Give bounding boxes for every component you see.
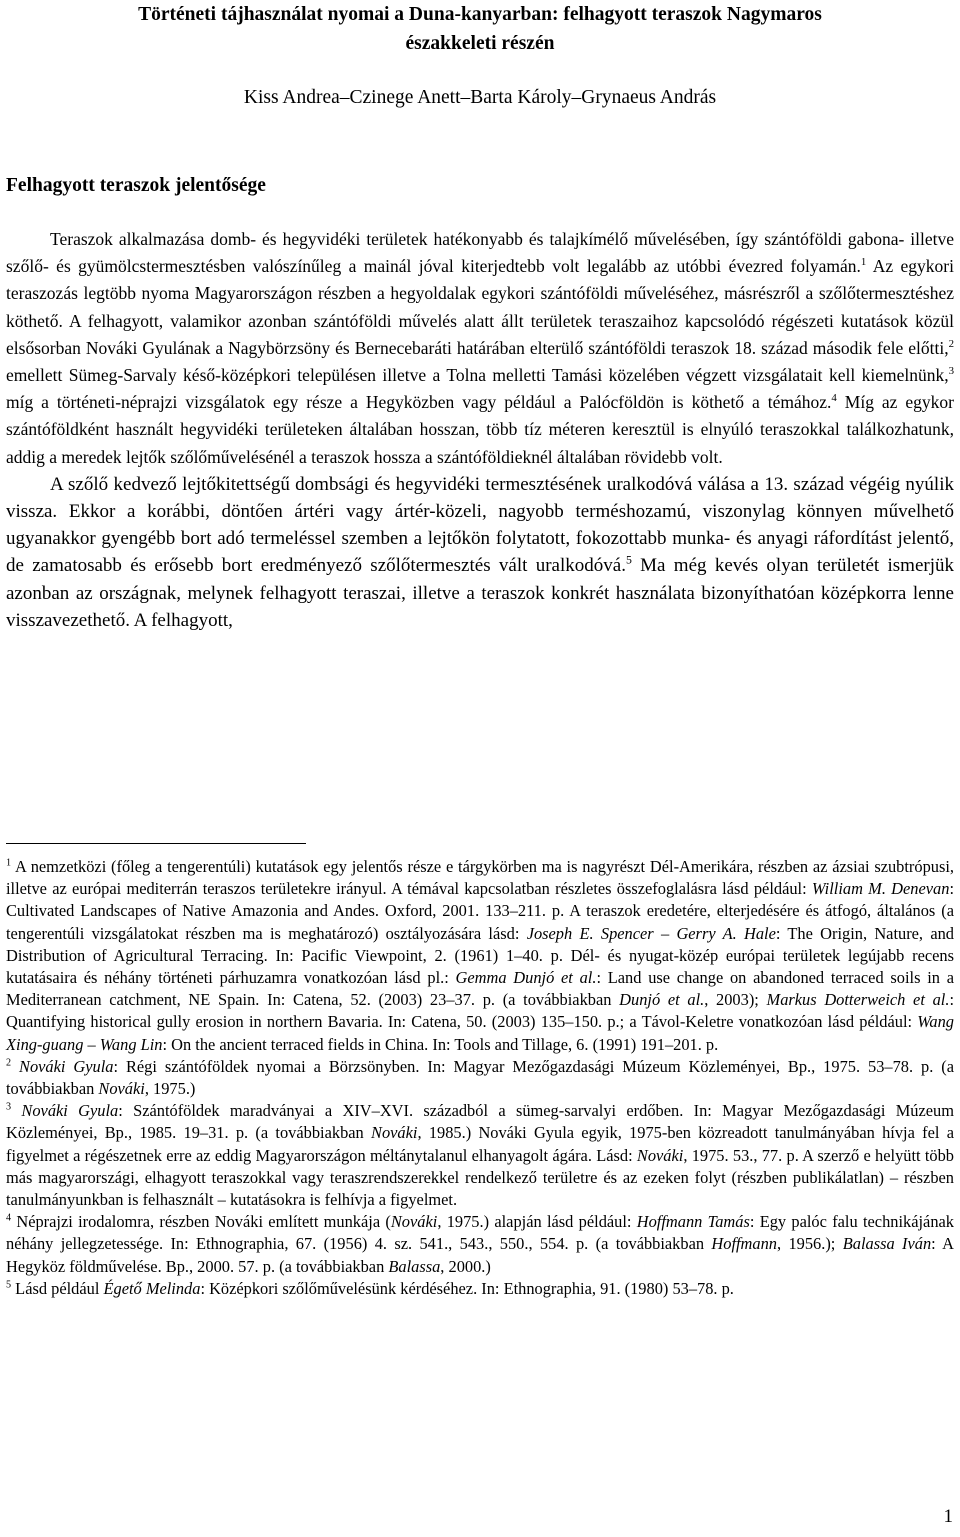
body-text	[6, 226, 954, 634]
section-heading: Felhagyott teraszok jelentősége	[6, 175, 266, 196]
cited-author: Nováki	[636, 1145, 684, 1165]
cited-author: Wang Xing-guang – Wang Lin	[6, 1012, 954, 1054]
cited-author: Nováki Gyula	[19, 1056, 114, 1076]
footnote-ref-3[interactable]: 3	[948, 365, 954, 378]
cited-author: Markus Dotterweich et al.	[766, 990, 950, 1010]
cited-author: Nováki	[371, 1123, 418, 1143]
footnote-number: 3	[6, 1101, 12, 1113]
author-list: Kiss Andrea–Czinege Anett–Barta Károly–Grynaeus András	[243, 87, 717, 108]
footnote-3: $^3$ Nováki Gyula: Szántóföldek maradványai a XIV–XVI. századból a sümeg-sarvalyi erdőben. In: Magyar Mezőgazdasági Múzeum Közleményei, Bp., 1985. 19–31. p. (a továbbiakban Nováki, 1985.) Nováki Gyula egyik, 1975-ben közreadott tanulmányában hívja fel a figyelmet a régészetnek erre az eddig Magyarországon méltánytalanul elhanyagolt ágára. Lásd: Nováki, 1975. 53., 77. p. A szerző e helyütt több más magyarországi, elhagyott teraszokkal vagy teraszrendszerekkel rendelkező területre és az ezeken folyt (részben publikálatlan) – részben tanulmányunkban is felhasznált – kutatásokra is felhívja a figyelmet.	[6, 1101, 954, 1210]
title-line-1: Történeti tájhasználat nyomai a Duna-kanyarban: felhagyott teraszok Nagymaros	[138, 4, 822, 25]
footnote-1: $^1$ A nemzetközi (főleg a tengerentúli) kutatások egy jelentős része e tárgykörben ma is nagyrészt Dél-Amerikára, részben az ázsiai szubtrópusi, illetve az európai mediterrán teraszos területekre irányul. A témával kapcsolatban részletes összefoglalásra lásd például: William M. Denevan: Cultivated Landscapes of Native Amazonia and Andes. Oxford, 2001. 133–211. p. A teraszok eredetére, elterjedésére és átfogó, általános (a tengerentúli vizsgálatokat részben ma is meghatározó) osztályozására lásd: Joseph E. Spencer – Gerry A. Hale: The Origin, Nature, and Distribution of Agricultural Terracing. In: Pacific Viewpoint, 2. (1961) 1–40. p. Dél- és nyugat-közép európai területek legújabb recens kutatásaira és néhány történeti párhuzamra vonatkozóan lásd pl.: Gemma Dunjó et al.: Land use change on abandoned terraced soils in a Mediterranean catchment, NE Spain. In: Catena, 52. (2003) 23–37. p. (a továbbiakban Dunjó et al., 2003); Markus Dotterweich et al.: Quantifying historical gully erosion in northern Bavaria. In: Catena, 50. (2003) 135–150. p.; a Távol-Keletre vonatkozóan lásd például: Wang Xing-guang – Wang Lin: On the ancient terraced fields in China. In: Tools and Tillage, 6. (1991) 191–201. p.	[6, 857, 955, 1054]
footnote-number: 1	[6, 857, 12, 869]
footnote-number: 4	[6, 1212, 12, 1224]
cited-author: William M. Denevan	[811, 879, 950, 899]
cited-author: Nováki	[98, 1079, 145, 1099]
footnote-4: $^4$ Néprajzi irodalomra, részben Nováki említett munkája (Nováki, 1975.) alapján lásd például: Hoffmann Tamás: Egy palóc falu technikájának néhány jellegzetessége. In: Ethnographia, 67. (1956) 4. sz. 541., 543., 550., 554. p. (a továbbiakban Hoffmann, 1956.); Balassa Iván: A Hegyköz földművelése. Bp., 2000. 57. p. (a továbbiakban Balassa, 2000.)	[6, 1212, 954, 1276]
body-paragraph-2: A szőlő kedvező lejtőkitettségű dombsági és hegyvidéki termesztésének uralkodóvá válása a 13. század végéig nyúlik vissza. Ekkor a korábbi, döntően ártéri vagy ártér-közeli, nagyobb terméshozamú, viszonylag könnyen művelhető ugyanakkor gyengébb bort adó termeléssel szemben a lejtőkön folytatott, fokozottabb munka- és anyagi ráfordítást jelentő, de zamatosabb és erősebb bort eredményező szőlőtermesztés vált uralkodóvá.$^5$ Ma még kevés olyan területét ismerjük azonban az országnak, melynek felhagyott teraszai, illetve a teraszok konkrét használata bizonyíthatóan középkorra lenne visszavezethető. A felhagyott,	[6, 473, 954, 631]
cited-author: Joseph E. Spencer – Gerry A. Hale	[526, 923, 776, 943]
footnote-ref-2[interactable]: 2	[948, 337, 954, 350]
cited-author: Égető Melinda	[103, 1278, 201, 1298]
footnote-2: $^2$ Nováki Gyula: Régi szántóföldek nyomai a Börzsönyben. In: Magyar Mezőgazdasági Múzeum Közleményei, Bp., 1975. 53–78. p. (a továbbiakban Nováki, 1975.)	[6, 1056, 954, 1099]
cited-author: Hoffmann Tamás	[636, 1212, 750, 1232]
footnote-number: 5	[6, 1279, 12, 1291]
cited-author: Balassa Iván	[842, 1234, 932, 1254]
title-line-2: északkeleti részén	[405, 33, 555, 54]
cited-author: Nováki	[390, 1212, 438, 1232]
document-title	[40, 0, 920, 58]
footnote-number: 2	[6, 1057, 12, 1069]
footnote-separator	[6, 843, 306, 844]
cited-author: Balassa	[388, 1256, 441, 1276]
cited-author: Dunjó et al.	[619, 990, 705, 1010]
footnotes	[6, 856, 954, 1300]
body-paragraph-1: Teraszok alkalmazása domb- és hegyvidéki területek hatékonyabb és talajkímélő művelésében, így szántóföldi gabona- illetve szőlő- és gyümölcstermesztésben valószínűleg a mainál jóval kiterjedtebb volt legalább az utóbbi évezred folyamán.$^1$ Az egykori teraszozás legtöbb nyoma Magyarországon részben a hegyoldalak egykori szántóföldi műveléséhez, másrészről a szőlőtermesztéshez köthető. A felhagyott, valamikor azonban szántóföldi művelés alatt állt területek teraszaihoz kapcsolódó régészeti kutatások közül elsősorban Nováki Gyulának a Nagybörzsöny és Bernecebaráti határában elterülő szántóföldi teraszok 18. század második fele előtti,$^2$ emellett Sümeg-Sarvaly késő-középkori településen illetve a Tolna melletti Tamási közelében végzett vizsgálatait kell kiemelnünk,$^3$ míg a történeti-néprajzi vizsgálatok egy része a Hegyközben vagy például a Palócföldön is köthető a témához.$^4$ Míg az egykor szántóföldként használt hegyvidéki területeken általában hosszan, több tíz méteren keresztül is elnyúló teraszokkal találkozhatunk, addig a meredek lejtők szőlőművelésénél a teraszok hossza a szántóföldieknél általában rövidebb volt.	[6, 229, 954, 467]
page-number: 1	[943, 1506, 953, 1527]
footnote-ref-1[interactable]: 1	[860, 256, 867, 269]
cited-author: Gemma Dunjó et al.	[455, 968, 597, 988]
footnote-ref-5[interactable]: 5	[625, 554, 632, 568]
footnote-5: $^5$ Lásd például Égető Melinda: Középkori szőlőművelésünk kérdéséhez. In: Ethnographia, 91. (1980) 53–78. p.	[6, 1278, 734, 1298]
cited-author: Nováki Gyula	[21, 1101, 119, 1121]
footnote-ref-4[interactable]: 4	[831, 392, 837, 405]
cited-author: Hoffmann	[711, 1234, 777, 1254]
